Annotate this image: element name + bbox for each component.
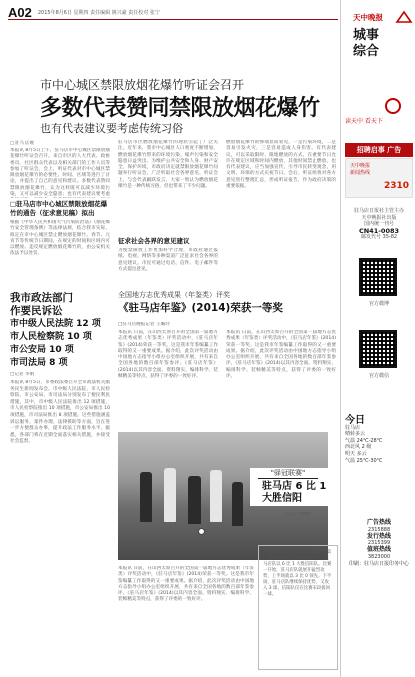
player-figure: [164, 468, 176, 522]
slogan: 读天中 看天下: [345, 118, 383, 125]
opinion-body: 为使禁限放工作更加科学合理，市政府通过报纸、电视、网络等多种渠道广泛征求社会各界的意见建议。市民可通过电话、信件、电子邮件等方式提出意见。: [118, 248, 218, 272]
section-title-line: 综合: [353, 44, 380, 59]
player-figure: [140, 472, 152, 522]
player-figure: [188, 476, 201, 524]
wechat-qr-label: 官方微信: [368, 373, 389, 379]
publication-info-line: 驻马店日报社主管主办: [353, 208, 404, 214]
weibo-qr-code[interactable]: [359, 258, 397, 296]
weather-day: 今日: [345, 415, 365, 426]
yearbook-kicker: 全国地方志优秀成果（年鉴类）评奖: [118, 291, 230, 299]
weibo-qr-label: 官方微博: [368, 301, 389, 307]
newspaper-emblem-icon: [385, 98, 401, 114]
yearbook-byline: □驻马店晚报记者 王璐玲: [118, 322, 170, 327]
recruit-banner: 招聘启事 广告: [345, 143, 413, 157]
weather-line: 气温 24℃-28℃: [345, 437, 383, 444]
weather-line: 驻马店: [345, 424, 361, 431]
weather-line: 晴转多云: [345, 431, 366, 438]
publication-info-line: 天中晚报社出版: [361, 214, 397, 221]
contact-title: 广告热线: [366, 519, 391, 526]
player-figure: [232, 482, 243, 526]
dateline: 2015年8月6日 星期四 责任编辑 姚兴豪 责任校对 张宁: [37, 10, 160, 16]
court-headline-line: 市司法局 8 项: [10, 358, 68, 368]
lead-kicker: 市中心城区禁限放烟花爆竹听证会召开: [40, 78, 245, 92]
right-sidebar: [340, 0, 415, 677]
top-rule: [8, 6, 338, 20]
page-code: A02: [8, 5, 32, 20]
publication-info-line: 国内统一刊号: [363, 221, 394, 227]
hotline-ad-line: 新闻热线: [350, 170, 371, 176]
opinion-subhead: 征求社会各界的意见建议: [118, 237, 190, 245]
court-byline: □记者 李娟: [10, 372, 35, 377]
contact-line: 印刷：驻马店日报印务中心: [348, 560, 409, 567]
yearbook-body-right: 本报讯 日前，在山西太原召开的全国第一届地方志优秀成果（年鉴类）评奖活动中，《驻马店年鉴》(2014)荣获一等奖。这是我市年鉴编纂工作取得的又一重要成果。据介绍，此次评奖活动由中国地方志指导小组办公室组织开展，共有来自全国各地的数百部年鉴参评。《驻马店年鉴》(2014)以其内容全面、资料翔实、编排科学、装帧精美等特点，获得了评委的一致好评。: [226, 330, 336, 380]
lead-subhead: 也有代表建议要考虑传统习俗: [40, 122, 183, 135]
court-body: 本报讯 8月5日，市委政法委召开全市政法机关服务民生新闻发布会。市中级人民法院、市人民检察院、市公安局、市司法局分别发布了便民利民措施。其中，市中级人民法院推出 12 项措施，市人民检察院推出 10 项措施，市公安局推出 10 项措施，市司法局推出 8 项措施。这些措施涵盖诉讼服务、案件办理、法律援助等方面，旨在进一步方便群众办事，提升政法工作服务水平。据悉，各部门将在近期全面落实相关措施，并接受社会监督。: [10, 380, 110, 445]
publication-info-line: CN41-0083: [358, 226, 400, 235]
lead-body-mid: 驻马店市区燃放烟花爆竹的现状引起了广泛关注。近年来，我市中心城区人口密度不断增加，燃放烟花爆竹带来的环境污染、噪声污染和安全隐患日益突出。为维护公共安全和人身、财产安全，保护环境，市政府决定就禁限放烟花爆竹问题举行听证会，广泛听取社会各界意见。听证会上，与会代表踊跃发言，大家一致认为燃放烟花爆竹是一种传统习俗，但也带来了不少问题。: [118, 140, 218, 190]
lead-headline: 多数代表赞同禁限放烟花爆竹: [40, 96, 320, 121]
publication-info-line: 邮发代号 35-82: [360, 234, 398, 240]
contact-line: 2315888: [367, 526, 391, 533]
section-title: [353, 28, 379, 60]
contact-line: 发行热线: [366, 532, 391, 540]
yearbook-headline: 《驻马店年鉴》(2014)荣获一等奖: [118, 302, 283, 314]
sports-headline: 驻马店 6 比 1 大胜信阳: [262, 481, 327, 504]
contact-info: [345, 520, 413, 568]
lead-body-right: 燃放烟花爆竹的弊端显而易见，一是污染环境，二是容易引发火灾，三是容易造成人身伤害。有代表建议，可以采取限时、限地燃放的方式，在重要节日允许在规定区域和时间内燃放，其他时间禁止燃放。也有代表建议，应当加强宣传，引导市民转变观念，用文明、环保的方式庆祝节日。会后，听证组将对各方意见进行整理汇总，形成听证报告，作为政府决策的重要依据。: [226, 140, 336, 190]
court-headline-line: 市中级人民法院 12 项: [10, 319, 101, 329]
contact-line: 值班热线: [366, 546, 391, 554]
section-title-line: 城事: [353, 28, 380, 43]
court-headline-line: 我市政法部门: [10, 292, 73, 304]
weather-line: 西北风 2 级: [345, 444, 372, 451]
brand-logo-icon: [395, 10, 413, 24]
yearbook-body-left: 本报讯 日前，在山西太原召开的全国第一届地方志优秀成果（年鉴类）评奖活动中，《驻马店年鉴》(2014)荣获一等奖。这是我市年鉴编纂工作取得的又一重要成果。据介绍，此次评奖活动由中国地方志指导小组办公室组织开展，共有来自全国各地的数百部年鉴参评。《驻马店年鉴》(2014)以其内容全面、资料翔实、编排科学、装帧精美等特点，获得了评委的一致好评。: [118, 330, 218, 380]
sports-body: 本报讯 8月5日下午，"驿冠联赛"第三轮比赛在驻马店体育场举行，驻马店队以 6 比 1 大胜信阳队。比赛一开始，驻马店队就展开猛烈攻势，上半场就以 3 比 0 领先。下半场，驻马店队继续保持优势，又攻入 3 球，信阳队仅在比赛末段扳回一球。: [258, 545, 338, 670]
hotline-ad-line: 天中晚报: [350, 163, 371, 169]
publication-info: [345, 208, 413, 241]
brand-name: 天中晚报: [353, 13, 383, 22]
sports-kicker: "驿冠联赛": [258, 468, 318, 479]
lead-body-left: 本报讯 8月5日上午，驻马店市中心城区禁限放烟花爆竹听证会召开。来自市区的人大代表、政协委员、社区群众代表以及相关部门的工作人员等参加了听证会。会上，听证代表对市中心城区禁限放烟花爆竹的必要性、时间、区域等进行了讨论，并提出了自己的意见和建议。多数代表赞同禁限放烟花爆竹，认为这样既可以减少环境污染，又可以减少安全隐患；也有代表建议要考虑: [10, 148, 110, 198]
notice-title: □驻马店市中心城区禁限放烟花爆竹的通告（征求意见稿）拟出: [10, 200, 108, 217]
player-figure: [210, 470, 222, 522]
hotline-ad-text: [350, 163, 370, 177]
sports-headline-box: [250, 468, 336, 506]
court-headline-line: 作要民诉讼: [10, 305, 63, 317]
court-headline-line: 市公安局 10 项: [10, 345, 74, 355]
yearbook-body-bottom: 本报讯 日前，在山西太原召开的全国第一届地方志优秀成果（年鉴类）评奖活动中，《驻马店年鉴》(2014)荣获一等奖。这是我市年鉴编纂工作取得的又一重要成果。据介绍，此次评奖活动由中国地方志指导小组办公室组织开展，共有来自全国各地的数百部年鉴参评。《驻马店年鉴》(2014)以其内容全面、资料翔实、编排科学、装帧精美等特点，获得了评委的一致好评。: [118, 566, 254, 603]
contact-line: 3823000: [367, 553, 391, 560]
contact-line: 2315399: [367, 540, 391, 547]
soccer-ball: [198, 528, 205, 535]
weather-box: [345, 415, 413, 464]
notice-body: 根据《中华人民共和国大气污染防治法》《烟花爆竹安全管理条例》等法律法规，结合我市实际，拟定在市中心城区禁止燃放烟花爆竹。春节、元宵节等传统节日期间，在规定的时间和区域内可以燃放。违反规定燃放烟花爆竹的，由公安机关依法予以处罚。: [10, 220, 110, 257]
hotline-ad: [345, 158, 413, 198]
weather-line: 明天 多云: [345, 450, 367, 457]
court-headline: [10, 292, 102, 370]
weather-line: 气温 25℃-30℃: [345, 457, 383, 464]
hotline-number: 2310: [383, 181, 409, 191]
lead-byline: □驻马店晚: [10, 140, 34, 145]
sports-byline: □记者 刘晓红: [283, 512, 313, 517]
court-headline-line: 市人民检察院 10 项: [10, 332, 92, 342]
wechat-qr-code[interactable]: [359, 330, 397, 368]
